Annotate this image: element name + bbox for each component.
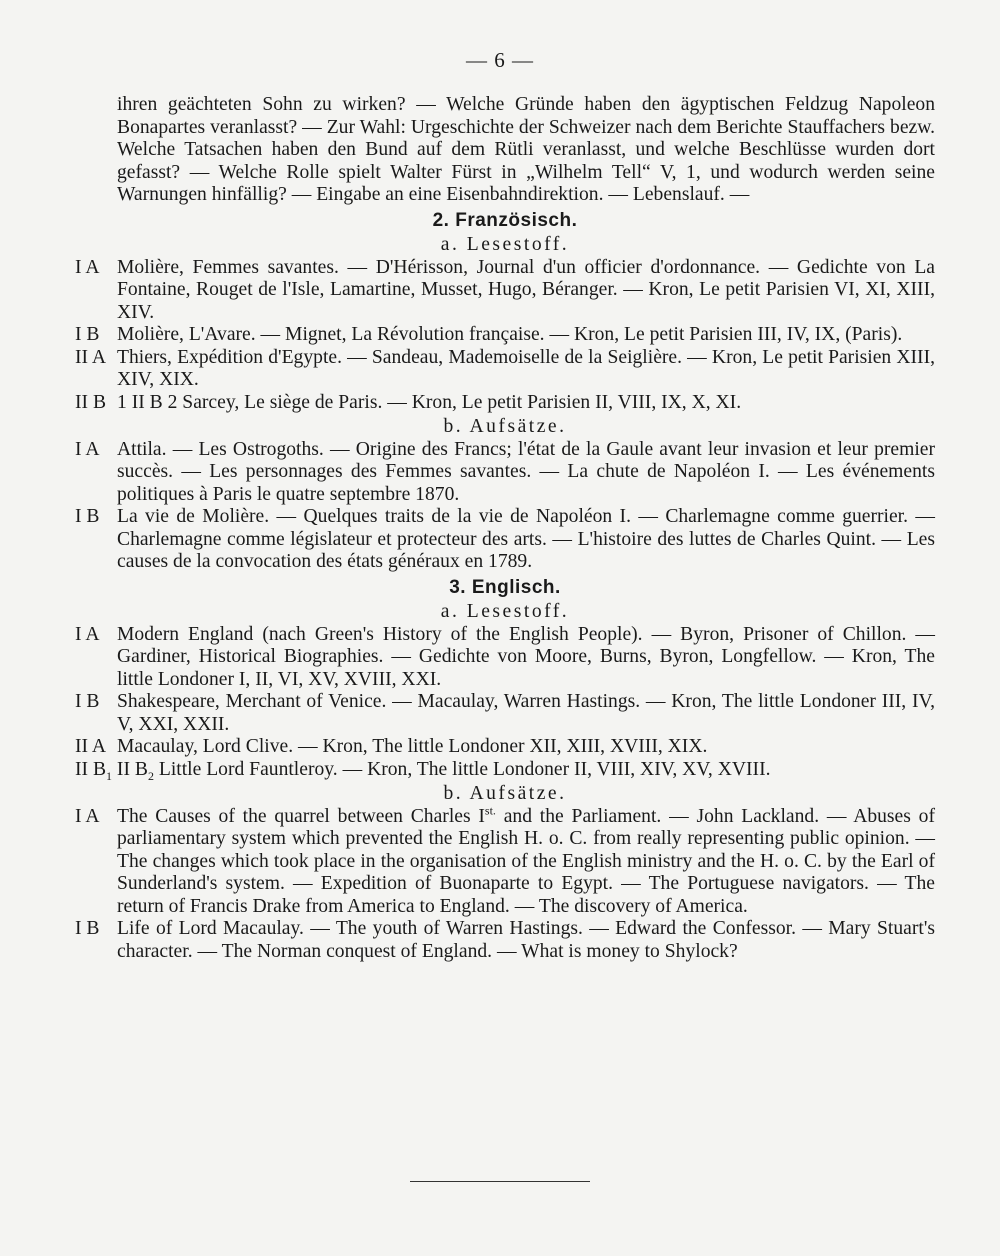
entry-text: La vie de Molière. — Quelques traits de la vie de Napoléon I. — Charlemagne comme guerrier. — Charlemagne comme législateur et protecteur des arts. — L'histoire des luttes de Charles Quint. — Les causes de la convocation des états généraux en 1789. <box>117 506 935 572</box>
entry-text: Little Lord Fauntleroy. — Kron, The little Londoner II, VIII, XIV, XV, XVIII. <box>153 758 771 780</box>
class-label: I A <box>75 623 100 645</box>
section-title-english: 3. Englisch. <box>449 576 561 598</box>
class-label: II A <box>75 736 107 757</box>
text-block <box>75 94 935 963</box>
french-reading-entry <box>75 257 935 325</box>
english-reading-entry-last <box>75 759 935 782</box>
subscript: 2 <box>147 768 154 783</box>
class-label: I B <box>75 324 100 345</box>
class-label: I B <box>75 506 100 527</box>
french-reading-entry <box>75 392 935 415</box>
class-label: II B <box>112 758 148 780</box>
superscript: st. <box>484 802 496 817</box>
class-label: I A <box>75 805 100 827</box>
entry-text: Macaulay, Lord Clive. — Kron, The little Londoner XII, XIII, XVIII, XIX. <box>117 736 708 757</box>
english-reading-entry <box>75 624 935 692</box>
entry-text: Molière, Femmes savantes. — D'Hérisson, Journal d'un officier d'ordonnance. — Gedichte von La Fontaine, Rouget de l'Isle, Lamartine, Musset, Hugo, Béranger. — Kron, Le petit Parisien VI, XI, XIII, XIV. <box>117 256 935 323</box>
subscript: 1 <box>106 768 113 783</box>
class-label: I B <box>75 691 100 712</box>
entry-text-part: The Causes of the quarrel between Charles I <box>117 805 485 827</box>
page-number: — 6 — <box>466 48 534 72</box>
french-reading-entry <box>75 324 935 347</box>
english-essay-entry <box>75 802 935 919</box>
english-reading-entry <box>75 736 935 759</box>
entry-text: Thiers, Expédition d'Egypte. — Sandeau, Mademoiselle de la Seiglière. — Kron, Le petit Parisien XIII, XIV, XIX. <box>117 346 935 390</box>
english-reading-entry <box>75 691 935 736</box>
entry-text: Attila. — Les Ostrogoths. — Origine des Francs; l'état de la Gaule avant leur invasion et leur premier succès. — Les personnages des Femmes savantes. — La chute de Napoléon I. — Les événements politiques à Paris le quatre septembre 1870. <box>117 438 935 505</box>
section-title-french: 2. Französisch. <box>432 209 578 231</box>
class-label: II A <box>75 346 107 368</box>
entry-text-part: and the Parliament. — John Lackland. — Abuses of parliamentary system which prevented the English H. o. C. from really representing public opinion. — The changes which took place in the organisation of the English ministry and the H. o. C. by the Earl of Sunderland's system. — Expedition of Buonaparte to Egypt. — The Portuguese navigators. — The return of Francis Drake from America to England. — The discovery of America. <box>117 805 935 917</box>
french-reading-entry <box>75 347 935 392</box>
french-essay-entry <box>75 506 935 574</box>
subhead-english-essays: b. Aufsätze. <box>443 783 567 804</box>
end-rule <box>410 1181 590 1182</box>
entry-text: Molière, L'Avare. — Mignet, La Révolution française. — Kron, Le petit Parisien III, IV, IX, (Paris). <box>117 324 903 345</box>
class-label: I A <box>75 256 100 278</box>
class-label: II B <box>75 758 107 780</box>
intro-paragraph: ihren geächteten Sohn zu wirken? — Welche Gründe haben den ägyptischen Feldzug Napoleon Bonapartes veranlasst? — Zur Wahl: Urgeschichte der Schweizer nach dem Berichte Stauffachers bezw. Welche Tatsachen haben den Bund auf dem Rütli veranlasst, und welche Beschlüsse wurden dort gefasst? — Welche Rolle spielt Walter Fürst in „Wilhelm Tell“ V, 1, und wodurch werden seine Warnungen hinfällig? — Eingabe an eine Eisenbahndirektion. — Lebenslauf. — <box>117 94 935 205</box>
class-label: I A <box>75 438 100 460</box>
subhead-french-essays: b. Aufsätze. <box>443 416 567 437</box>
entry-text: Modern England (nach Green's History of the English People). — Byron, Prisoner of Chillon. — Gardiner, Historical Biographies. — Gedichte von Moore, Burns, Byron, Longfellow. — Kron, The little Londoner I, II, VI, XV, XVIII, XXI. <box>117 623 935 690</box>
class-label: I B <box>75 918 100 939</box>
entry-text: Shakespeare, Merchant of Venice. — Macaulay, Warren Hastings. — Kron, The little Londoner III, IV, V, XXI, XXII. <box>117 691 935 735</box>
class-label: II B <box>75 391 107 413</box>
subhead-french-reading: a. Lesestoff. <box>440 234 570 255</box>
entry-text: 1 II B 2 Sarcey, Le siège de Paris. — Kron, Le petit Parisien II, VIII, IX, X, XI. <box>117 391 742 413</box>
french-essay-entry <box>75 439 935 507</box>
entry-text: Life of Lord Macaulay. — The youth of Warren Hastings. — Edward the Confessor. — Mary Stuart's character. — The Norman conquest of England. — What is money to Shylock? <box>117 918 935 962</box>
entry-text <box>117 802 935 919</box>
subhead-english-reading: a. Lesestoff. <box>440 601 570 622</box>
english-essay-entry <box>75 918 935 963</box>
